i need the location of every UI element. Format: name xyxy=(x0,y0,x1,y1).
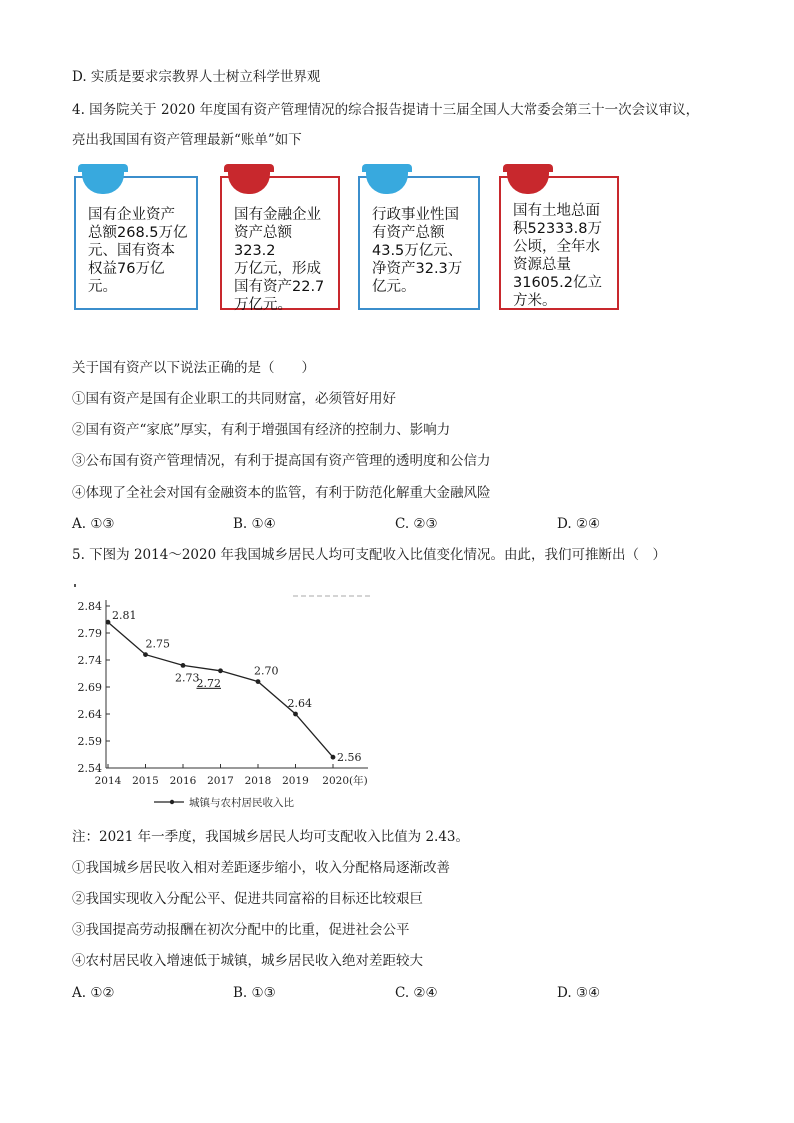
q5-statement: ②我国实现收入分配公平、促进共同富裕的目标还比较艰巨 xyxy=(72,891,423,907)
data-point xyxy=(106,620,111,625)
data-point xyxy=(331,755,336,760)
y-tick-label: 2.59 xyxy=(77,735,102,748)
data-label: 2.56 xyxy=(337,751,362,765)
corner-mark xyxy=(74,584,76,587)
q4-question: 关于国有资产以下说法正确的是（ ） xyxy=(72,360,315,376)
data-label: 2.81 xyxy=(112,609,137,623)
y-tick-label: 2.84 xyxy=(77,600,102,613)
data-label: 2.73 xyxy=(175,671,200,685)
y-tick-label: 2.69 xyxy=(77,681,102,694)
q4-option-c[interactable]: C. ②③ xyxy=(395,516,438,532)
data-point xyxy=(218,668,223,673)
q4-statement: ④体现了全社会对国有金融资本的监管，有利于防范化解重大金融风险 xyxy=(72,485,491,501)
q4-statement: ①国有资产是国有企业职工的共同财富，必须管好用好 xyxy=(72,391,396,407)
x-tick-label: 2017 xyxy=(207,775,234,787)
income-ratio-line-chart xyxy=(68,578,388,818)
data-label: 2.64 xyxy=(287,697,312,710)
q5-stem: 5. 下图为 2014～2020 年我国城乡居民人均可支配收入比值变化情况。由此，我们可推断出（ ） xyxy=(72,547,666,563)
card-tab-decoration xyxy=(228,164,270,194)
y-tick-label: 2.64 xyxy=(77,708,102,721)
q5-option-d[interactable]: D. ③④ xyxy=(557,985,601,1001)
data-label: 2.72 xyxy=(196,676,221,690)
x-tick-label: 2014 xyxy=(94,775,122,787)
asset-card-text: 国有企业资产 总额268.5万亿 元、国有资本 权益76万亿元。 xyxy=(88,207,188,295)
q5-note: 注：2021 年一季度，我国城乡居民人均可支配收入比值为 2.43。 xyxy=(72,829,469,845)
asset-card-land xyxy=(499,176,619,310)
data-label: 2.75 xyxy=(145,637,170,651)
asset-card-text: 国有土地总面 积52333.8万 公顷，全年水 资源总量 31605.2亿立 方米。 xyxy=(513,203,602,309)
x-tick-label: 2015 xyxy=(132,775,159,787)
data-point xyxy=(256,679,261,684)
q5-option-a[interactable]: A. ①② xyxy=(72,985,115,1001)
data-point xyxy=(143,652,148,657)
q5-statement: ①我国城乡居民收入相对差距逐步缩小，收入分配格局逐渐改善 xyxy=(72,860,450,876)
q4-option-d[interactable]: D. ②④ xyxy=(557,516,601,532)
q4-option-b[interactable]: B. ①④ xyxy=(233,516,276,532)
q3-option-d: D. 实质是要求宗教界人士树立科学世界观 xyxy=(72,69,321,85)
q4-statement: ③公布国有资产管理情况，有利于提高国有资产管理的透明度和公信力 xyxy=(72,453,491,469)
x-tick-label: 2016 xyxy=(169,775,197,787)
q5-option-c[interactable]: C. ②④ xyxy=(395,985,438,1001)
x-tick-label: 2019 xyxy=(282,775,309,787)
q4-stem-line1: 4. 国务院关于 2020 年度国有资产管理情况的综合报告提请十三届全国人大常委会第三十一次会议审议， xyxy=(72,102,700,118)
asset-card-finance xyxy=(220,176,340,313)
card-tab-decoration xyxy=(82,164,124,194)
q5-statement: ④农村居民收入增速低于城镇，城乡居民收入绝对差距较大 xyxy=(72,953,423,969)
x-tick-label: 2020(年) xyxy=(322,775,368,787)
q4-option-a[interactable]: A. ①③ xyxy=(72,516,115,532)
asset-card-text: 国有金融企业 资产总额323.2 万亿元，形成 国有资产22.7 万亿元。 xyxy=(234,207,325,313)
y-tick-label: 2.54 xyxy=(77,762,102,775)
legend-label: 城镇与农村居民收入比 xyxy=(189,797,294,809)
asset-card-administrative xyxy=(358,176,480,310)
data-label: 2.70 xyxy=(254,664,279,678)
data-point xyxy=(181,663,186,668)
y-tick-label: 2.74 xyxy=(77,654,102,667)
asset-card-text: 行政事业性国 有资产总额 43.5万亿元、 净资产32.3万 亿元。 xyxy=(372,207,463,295)
card-tab-decoration xyxy=(366,164,408,194)
q4-statement: ②国有资产“家底”厚实，有利于增强国有经济的控制力、影响力 xyxy=(72,422,451,438)
data-point xyxy=(293,712,298,717)
legend-marker xyxy=(170,800,174,804)
asset-card-enterprise xyxy=(74,176,198,310)
q5-statement: ③我国提高劳动报酬在初次分配中的比重，促进社会公平 xyxy=(72,922,410,938)
q5-option-b[interactable]: B. ①③ xyxy=(233,985,276,1001)
x-tick-label: 2018 xyxy=(244,775,272,787)
q4-stem-line2: 亮出我国国有资产管理最新“账单”如下 xyxy=(72,132,302,148)
card-tab-decoration xyxy=(507,164,549,194)
y-tick-label: 2.79 xyxy=(77,627,102,640)
